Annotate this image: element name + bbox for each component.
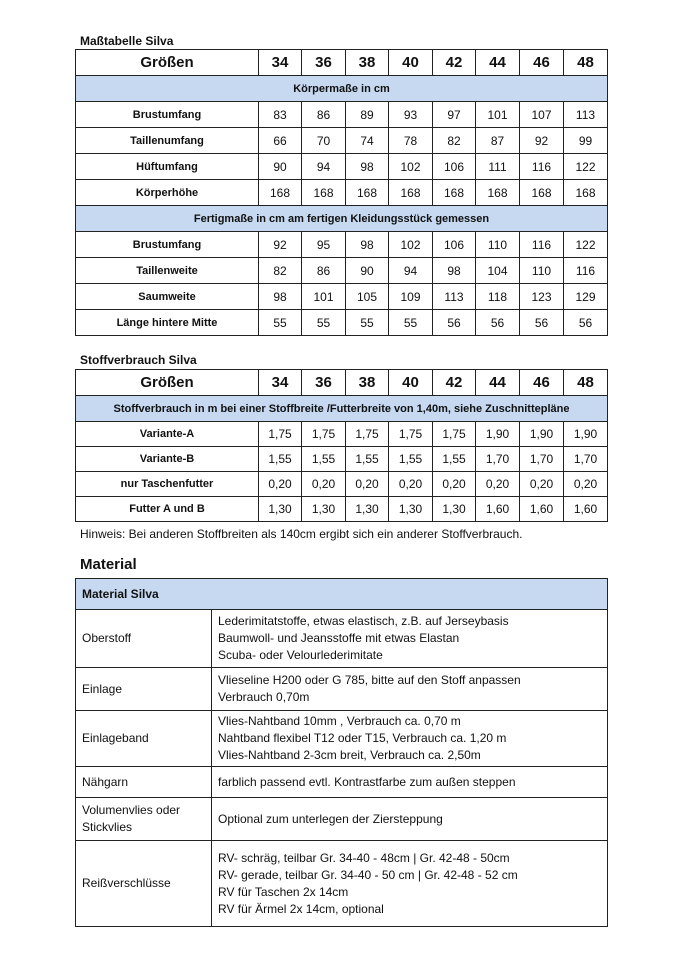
table-cell: 1,60	[564, 497, 608, 522]
table-cell: 1,30	[259, 497, 302, 522]
material-table	[75, 578, 608, 927]
table-cell: 0,20	[520, 472, 564, 497]
table-cell: 1,90	[520, 422, 564, 447]
material-line: Lederimitatstoffe, etwas elastisch, z.B. auf Jerseybasis	[218, 614, 509, 628]
material-line: Optional zum unterlegen der Ziersteppung	[218, 811, 443, 826]
section-band	[76, 206, 608, 232]
material-value	[212, 711, 608, 767]
material-line: Scuba- oder Velourlederimitate	[218, 648, 383, 662]
table-cell: 94	[389, 258, 433, 284]
table-cell: 95	[302, 232, 346, 258]
table-cell: 106	[433, 232, 476, 258]
table-cell: 0,20	[476, 472, 520, 497]
material-line: RV- schräg, teilbar Gr. 34-40 - 48cm | Gr. 42-48 - 50cm	[218, 850, 510, 865]
table-cell: 122	[564, 154, 608, 180]
material-row	[76, 798, 608, 841]
material-value	[212, 798, 608, 841]
table-cell: 55	[302, 310, 346, 336]
table-cell: 102	[389, 232, 433, 258]
table-cell: 113	[564, 102, 608, 128]
size-header: 36	[302, 50, 346, 76]
table-cell: 66	[259, 128, 302, 154]
table-row	[76, 310, 608, 336]
material-label: Oberstoff	[76, 610, 212, 668]
material-value	[212, 668, 608, 711]
table-row	[76, 232, 608, 258]
material-heading: Material	[80, 556, 137, 573]
section-title: Fertigmaße in cm am fertigen Kleidungsstück gemessen	[76, 206, 608, 232]
table-row	[76, 422, 608, 447]
table-cell: 168	[433, 180, 476, 206]
table-cell: 0,20	[259, 472, 302, 497]
table-cell: 74	[346, 128, 389, 154]
table-cell: 110	[520, 258, 564, 284]
table-cell: 70	[302, 128, 346, 154]
section-title: Stoffverbrauch in m bei einer Stoffbreite /Futterbreite von 1,40m, siehe Zuschnittepläne	[76, 396, 608, 422]
material-line: RV- gerade, teilbar Gr. 34-40 - 50 cm | Gr. 42-48 - 52 cm	[218, 867, 518, 882]
table-cell: 98	[346, 232, 389, 258]
row-label: Saumweite	[76, 284, 259, 310]
table-cell: 98	[433, 258, 476, 284]
table-cell: 105	[346, 284, 389, 310]
section-band	[76, 396, 608, 422]
table-cell: 1,70	[564, 447, 608, 472]
material-label: Volumenvlies oder Stickvlies	[76, 798, 212, 841]
section-title: Körpermaße in cm	[76, 76, 608, 102]
table-row	[76, 284, 608, 310]
row-label: Brustumfang	[76, 232, 259, 258]
table-cell: 0,20	[302, 472, 346, 497]
table-row	[76, 128, 608, 154]
material-line: Baumwoll- und Jeansstoffe mit etwas Elastan	[218, 631, 460, 645]
table-cell: 0,20	[564, 472, 608, 497]
material-value	[212, 610, 608, 668]
table-cell: 104	[476, 258, 520, 284]
size-header: 38	[346, 50, 389, 76]
table-cell: 0,20	[389, 472, 433, 497]
table-cell: 118	[476, 284, 520, 310]
table-cell: 129	[564, 284, 608, 310]
row-label: Taillenweite	[76, 258, 259, 284]
table-cell: 0,20	[346, 472, 389, 497]
table-cell: 168	[346, 180, 389, 206]
table-cell: 168	[564, 180, 608, 206]
table-cell: 93	[389, 102, 433, 128]
table-cell: 168	[520, 180, 564, 206]
size-header-row	[76, 50, 608, 76]
size-header: 48	[564, 50, 608, 76]
material-line: Nahtband flexibel T12 oder T15, Verbrauch ca. 1,20 m	[218, 731, 507, 745]
material-line: farblich passend evtl. Kontrastfarbe zum außen steppen	[218, 774, 516, 789]
table-cell: 109	[389, 284, 433, 310]
table-cell: 122	[564, 232, 608, 258]
row-label: Futter A und B	[76, 497, 259, 522]
size-header: 36	[302, 370, 346, 396]
table-row	[76, 102, 608, 128]
size-header: 44	[476, 50, 520, 76]
size-header: 40	[389, 370, 433, 396]
material-row	[76, 841, 608, 927]
size-header: 42	[433, 370, 476, 396]
size-header: 48	[564, 370, 608, 396]
table-row	[76, 180, 608, 206]
table-cell: 0,20	[433, 472, 476, 497]
material-line: RV für Ärmel 2x 14cm, optional	[218, 901, 384, 916]
table-cell: 1,60	[520, 497, 564, 522]
fabric-note: Hinweis: Bei anderen Stoffbreiten als 140cm ergibt sich ein anderer Stoffverbrauch.	[80, 527, 523, 541]
table-cell: 97	[433, 102, 476, 128]
material-row	[76, 767, 608, 798]
size-header: 34	[259, 370, 302, 396]
material-value	[212, 841, 608, 927]
table-row	[76, 497, 608, 522]
table-cell: 1,75	[259, 422, 302, 447]
table-cell: 1,90	[476, 422, 520, 447]
table-cell: 1,75	[302, 422, 346, 447]
table-cell: 1,55	[259, 447, 302, 472]
table-cell: 1,30	[433, 497, 476, 522]
size-header: 38	[346, 370, 389, 396]
table-cell: 87	[476, 128, 520, 154]
row-label: Taillenumfang	[76, 128, 259, 154]
table-cell: 102	[389, 154, 433, 180]
table-cell: 123	[520, 284, 564, 310]
table-cell: 92	[259, 232, 302, 258]
fabric-table	[75, 369, 608, 522]
size-header: 46	[520, 370, 564, 396]
table-cell: 1,60	[476, 497, 520, 522]
row-label: Variante-B	[76, 447, 259, 472]
table-cell: 1,90	[564, 422, 608, 447]
material-label: Reißverschlüsse	[76, 841, 212, 927]
size-header: 42	[433, 50, 476, 76]
material-row	[76, 711, 608, 767]
material-line: Verbrauch 0,70m	[218, 690, 310, 704]
table-cell: 168	[302, 180, 346, 206]
table-cell: 1,30	[389, 497, 433, 522]
table-cell: 1,55	[302, 447, 346, 472]
table-cell: 1,30	[346, 497, 389, 522]
material-line: Vlies-Nahtband 10mm , Verbrauch ca. 0,70 m	[218, 714, 461, 728]
table-row	[76, 258, 608, 284]
table-cell: 86	[302, 258, 346, 284]
material-line: Vlieseline H200 oder G 785, bitte auf den Stoff anpassen	[218, 673, 521, 687]
table-cell: 89	[346, 102, 389, 128]
table-cell: 116	[520, 232, 564, 258]
table-cell: 78	[389, 128, 433, 154]
table-cell: 1,75	[346, 422, 389, 447]
table-cell: 90	[259, 154, 302, 180]
material-table-header	[76, 579, 608, 610]
table-cell: 94	[302, 154, 346, 180]
table-row	[76, 154, 608, 180]
table-cell: 55	[346, 310, 389, 336]
table-row	[76, 472, 608, 497]
mass-table-title: Maßtabelle Silva	[80, 34, 174, 48]
table-cell: 168	[476, 180, 520, 206]
table-cell: 1,75	[389, 422, 433, 447]
row-label: Variante-A	[76, 422, 259, 447]
table-cell: 1,30	[302, 497, 346, 522]
material-label: Einlage	[76, 668, 212, 711]
row-label: nur Taschenfutter	[76, 472, 259, 497]
table-cell: 92	[520, 128, 564, 154]
row-label: Körperhöhe	[76, 180, 259, 206]
material-line: RV für Taschen 2x 14cm	[218, 884, 349, 899]
table-cell: 90	[346, 258, 389, 284]
material-line: Vlies-Nahtband 2-3cm breit, Verbrauch ca. 2,50m	[218, 748, 481, 762]
fabric-table-title: Stoffverbrauch Silva	[80, 353, 197, 367]
table-cell: 56	[520, 310, 564, 336]
size-header-row	[76, 370, 608, 396]
mass-table	[75, 49, 608, 336]
table-row	[76, 447, 608, 472]
table-cell: 56	[433, 310, 476, 336]
table-cell: 98	[346, 154, 389, 180]
table-cell: 168	[389, 180, 433, 206]
table-cell: 1,70	[476, 447, 520, 472]
section-band	[76, 76, 608, 102]
table-cell: 1,75	[433, 422, 476, 447]
size-header: 44	[476, 370, 520, 396]
table-cell: 110	[476, 232, 520, 258]
size-header: 40	[389, 50, 433, 76]
table-cell: 1,70	[520, 447, 564, 472]
material-row	[76, 668, 608, 711]
size-header: 34	[259, 50, 302, 76]
material-label: Einlageband	[76, 711, 212, 767]
table-cell: 55	[389, 310, 433, 336]
material-table-title: Material Silva	[76, 579, 608, 610]
table-cell: 113	[433, 284, 476, 310]
table-cell: 82	[259, 258, 302, 284]
table-cell: 168	[259, 180, 302, 206]
table-cell: 116	[564, 258, 608, 284]
table-cell: 106	[433, 154, 476, 180]
table-cell: 56	[476, 310, 520, 336]
size-header-label: Größen	[76, 370, 259, 396]
table-cell: 55	[259, 310, 302, 336]
table-cell: 107	[520, 102, 564, 128]
table-cell: 99	[564, 128, 608, 154]
material-row	[76, 610, 608, 668]
table-cell: 101	[302, 284, 346, 310]
size-header: 46	[520, 50, 564, 76]
row-label: Brustumfang	[76, 102, 259, 128]
table-cell: 83	[259, 102, 302, 128]
table-cell: 86	[302, 102, 346, 128]
material-value	[212, 767, 608, 798]
table-cell: 1,55	[389, 447, 433, 472]
table-cell: 56	[564, 310, 608, 336]
table-cell: 1,55	[346, 447, 389, 472]
table-cell: 116	[520, 154, 564, 180]
table-cell: 82	[433, 128, 476, 154]
table-cell: 98	[259, 284, 302, 310]
size-header-label: Größen	[76, 50, 259, 76]
row-label: Hüftumfang	[76, 154, 259, 180]
table-cell: 111	[476, 154, 520, 180]
material-label: Nähgarn	[76, 767, 212, 798]
row-label: Länge hintere Mitte	[76, 310, 259, 336]
table-cell: 1,55	[433, 447, 476, 472]
table-cell: 101	[476, 102, 520, 128]
